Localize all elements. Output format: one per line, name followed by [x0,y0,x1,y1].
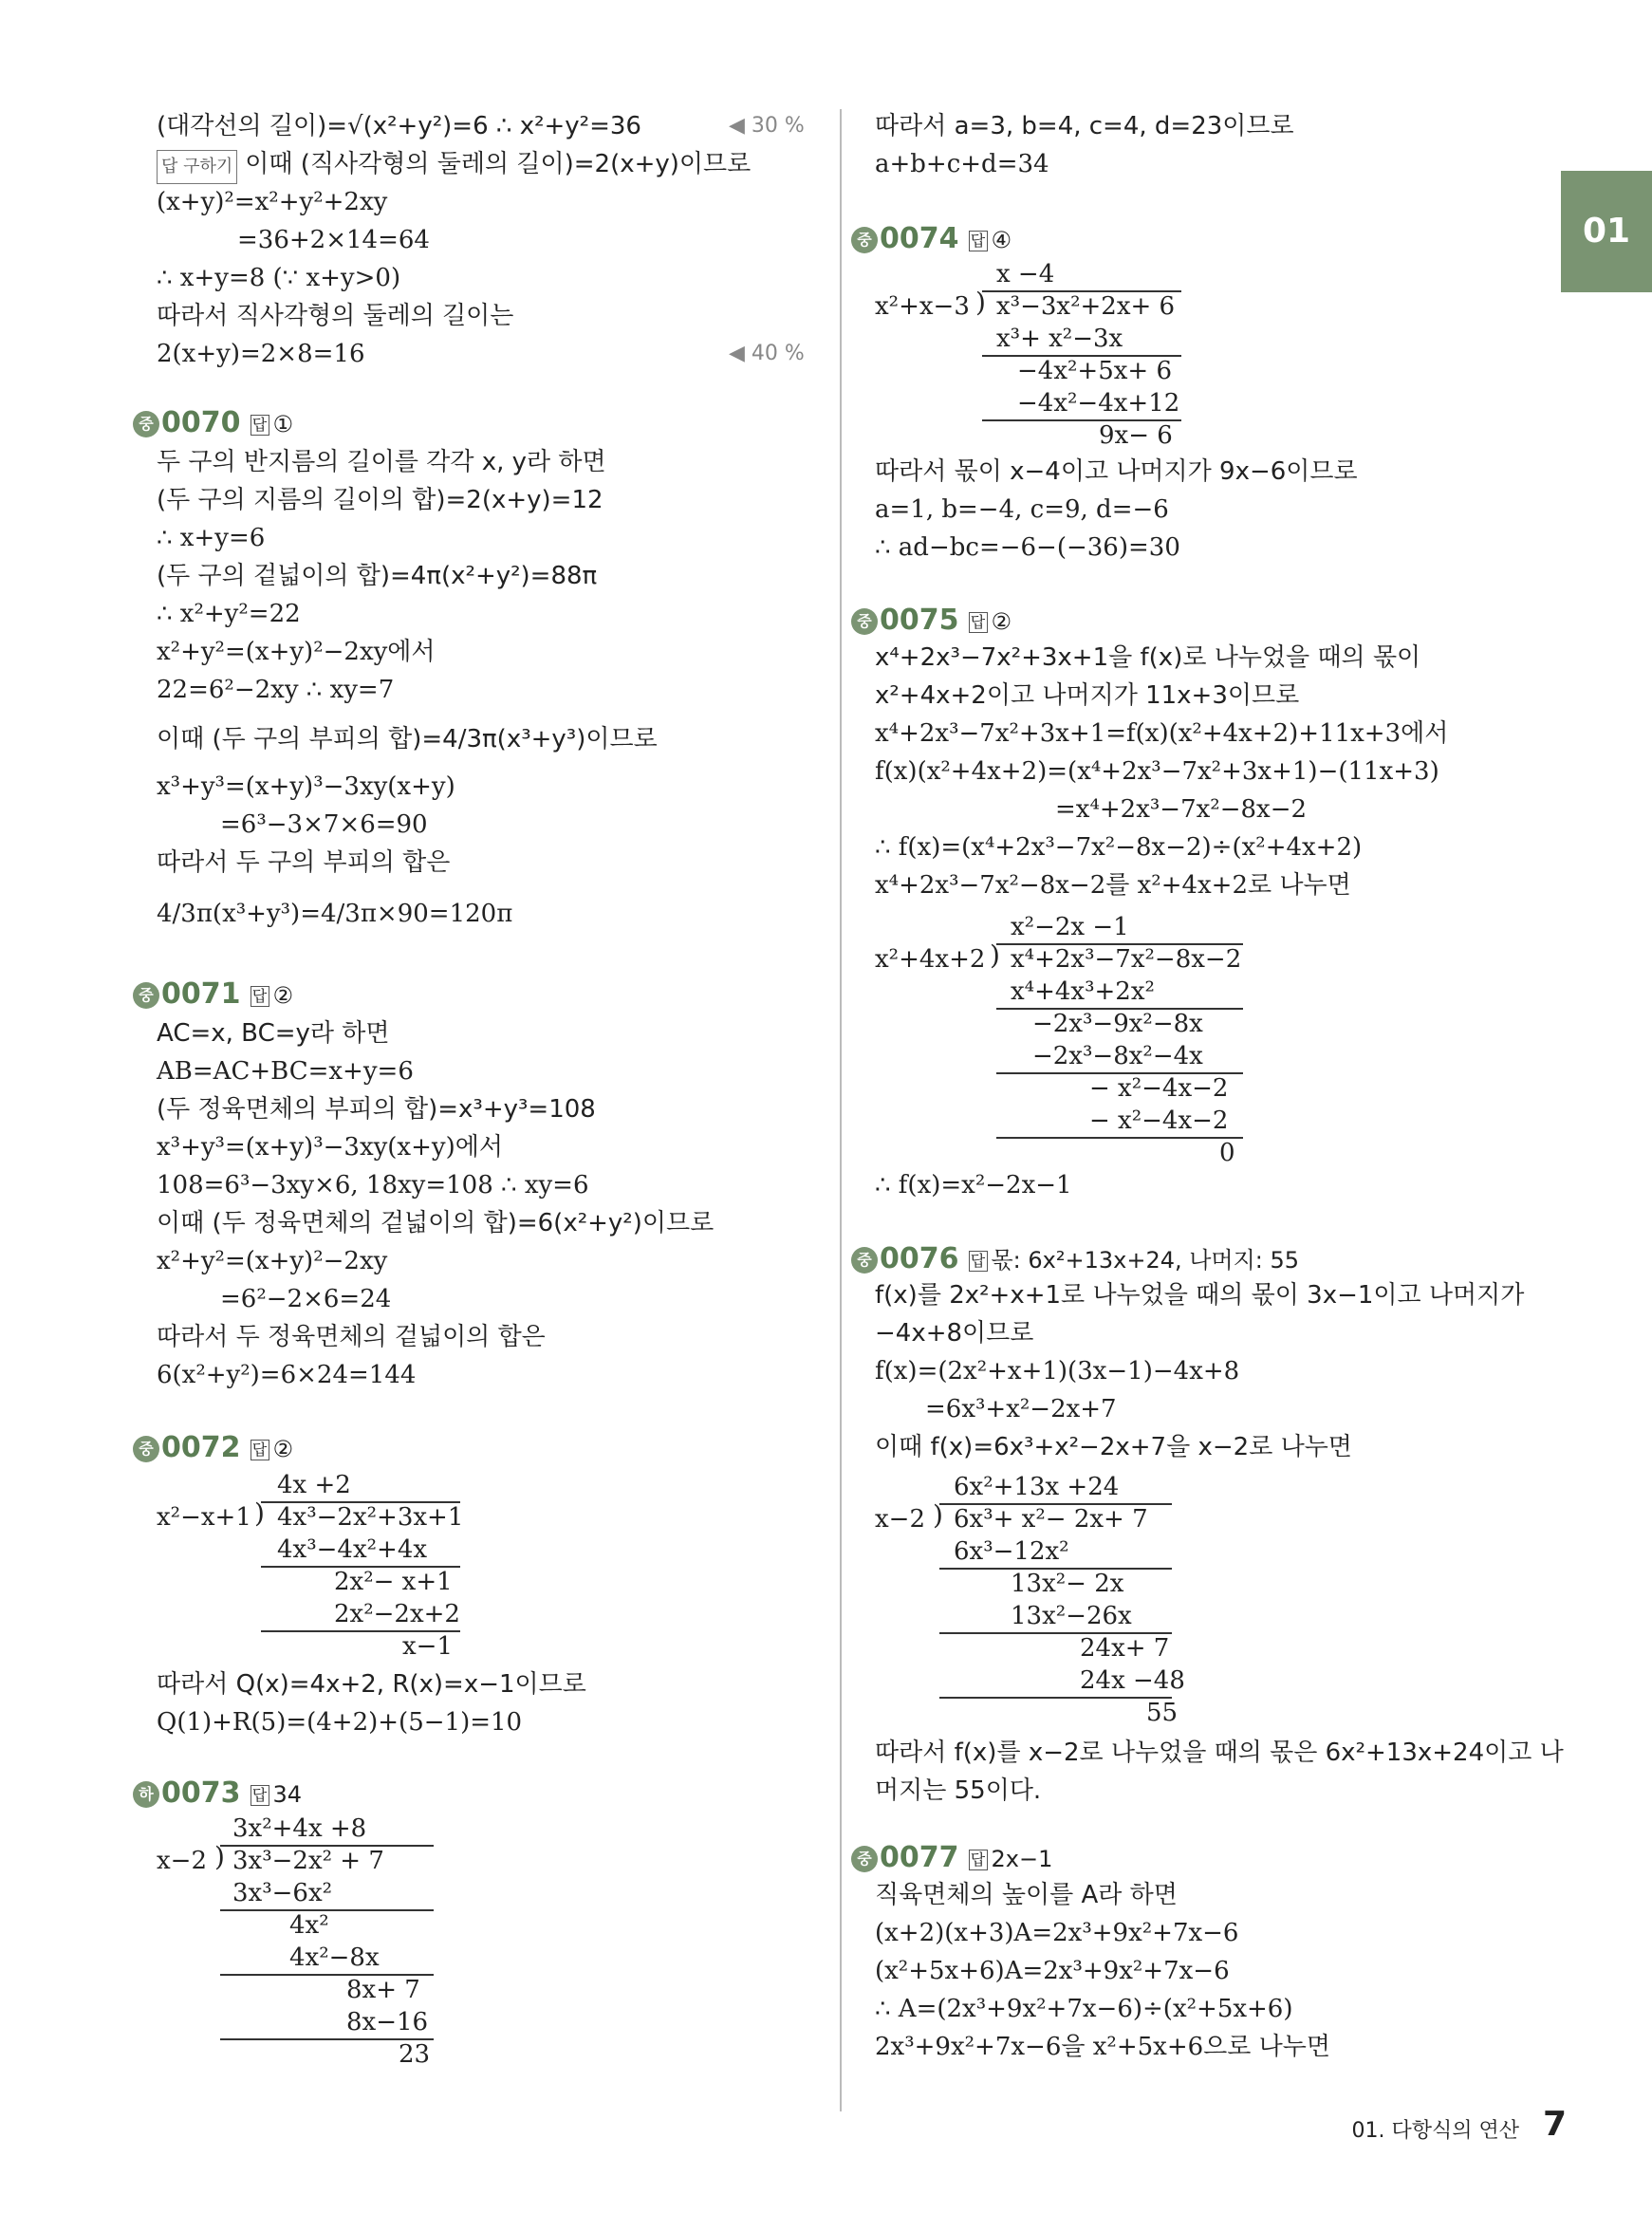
q72-quotient: 4x +2 [277,1471,351,1499]
q75-line-6: x⁴+2x³−7x²−8x−2를 x²+4x+2로 나누면 [875,871,1351,900]
q72-row-1: 4x³−4x²+4x [277,1535,428,1564]
q75-row-0: x⁴+2x³−7x²−8x−2 [1011,945,1242,974]
q77-line-4: 2x³+9x²+7x−6을 x²+5x+6으로 나누면 [875,2033,1330,2061]
q76-rule-3 [939,1697,1172,1699]
q76-line-4: 이때 f(x)=6x³+x²−2x+7을 x−2로 나누면 [875,1433,1352,1461]
left-top-line-6: 2(x+y)=2×8=16 [157,340,365,368]
chapter-footer: 01. 다항식의 연산 [1351,2119,1519,2143]
q70-line-0: 두 구의 반지름의 길이를 각각 x, y라 하면 [157,448,606,476]
q76-line-0: f(x)를 2x²+x+1로 나누었을 때의 몫이 3x−1이고 나머지가 [875,1281,1525,1310]
q77-line-0: 직육면체의 높이를 A라 하면 [875,1881,1178,1909]
q73-row-2: 4x² [289,1911,329,1940]
q75-row-3: −2x³−8x²−4x [1032,1042,1203,1070]
q77-line-1: (x+2)(x+3)A=2x³+9x²+7x−6 [875,1919,1239,1947]
q70-line-5: x²+y²=(x+y)²−2xy에서 [157,638,436,666]
q71-line-5: 이때 (두 정육면체의 겉넓이의 합)=6(x²+y²)이므로 [157,1209,715,1237]
q70-line-3: (두 구의 겉넓이의 합)=4π(x²+y²)=88π [157,562,598,590]
q72-bracket: ) [254,1497,265,1529]
q76-row-3: 13x²−26x [1011,1602,1132,1630]
q71-line-0: AC=x, BC=y라 하면 [157,1019,390,1048]
percent-marker-30: ◀ 30 % [729,114,805,138]
q75-quotient: x²−2x −1 [1011,913,1129,941]
question-0070: 중 0070 답 ① [133,406,293,439]
q76-row-2: 13x²− 2x [1011,1570,1124,1598]
right-top-line-1: a+b+c+d=34 [875,150,1049,178]
question-0073: 하 0073 답 34 [133,1776,302,1810]
q75-row-1: x⁴+4x³+2x² [1011,977,1155,1006]
q75-rule-3 [996,1137,1243,1139]
q72-line-1: Q(1)+R(5)=(4+2)+(5−1)=10 [157,1708,523,1737]
q72-divisor: x²−x+1 [157,1503,251,1532]
q75-line-1: x²+4x+2이고 나머지가 11x+3이므로 [875,681,1300,710]
q73-row-3: 4x²−8x [289,1943,380,1972]
q74-bracket: ) [975,287,986,318]
q73-quotient: 3x²+4x +8 [232,1814,367,1843]
q75-line-0: x⁴+2x³−7x²+3x+1을 f(x)로 나누었을 때의 몫이 [875,643,1421,672]
q72-row-3: 2x²−2x+2 [334,1600,460,1628]
q76-row-6: 55 [1146,1699,1179,1727]
q75-row-2: −2x³−9x²−8x [1032,1010,1203,1038]
column-divider [840,109,842,2111]
q73-bracket: ) [214,1841,225,1872]
q76-after-1: 머지는 55이다. [875,1776,1042,1805]
left-top-line-2: (x+y)²=x²+y²+2xy [157,188,388,216]
q75-divisor: x²+4x+2 [875,945,986,974]
q71-line-4: 108=6³−3xy×6, 18xy=108 ∴ xy=6 [157,1171,589,1199]
q72-row-2: 2x²− x+1 [334,1568,453,1596]
q75-row-6: 0 [1219,1139,1235,1167]
q74-divisor: x²+x−3 [875,292,970,321]
left-top-line-3: =36+2×14=64 [237,226,430,254]
q74-row-0: x³−3x²+2x+ 6 [996,292,1176,321]
q71-line-2: (두 정육면체의 부피의 합)=x³+y³=108 [157,1095,596,1124]
q77-line-2: (x²+5x+6)A=2x³+9x²+7x−6 [875,1957,1230,1985]
q76-divisor: x−2 [875,1505,925,1534]
answer-tag: 답 구하기 [157,150,237,184]
page-number: 7 [1542,2105,1567,2144]
q73-row-4: 8x+ 7 [346,1976,420,2004]
q74-line-1: a=1, b=−4, c=9, d=−6 [875,495,1169,524]
q70-line-7: 이때 (두 구의 부피의 합)=4/3π(x³+y³)이므로 [157,725,658,753]
q70-line-1: (두 구의 지름의 길이의 합)=2(x+y)=12 [157,486,603,514]
q76-quotient: 6x²+13x +24 [954,1473,1120,1501]
q75-result: ∴ f(x)=x²−2x−1 [875,1171,1072,1199]
left-top-line-5: 따라서 직사각형의 둘레의 길이는 [157,302,514,330]
q75-line-2: x⁴+2x³−7x²+3x+1=f(x)(x²+4x+2)+11x+3에서 [875,719,1449,748]
q71-line-6: x²+y²=(x+y)²−2xy [157,1247,388,1275]
q73-row-0: 3x³−2x² + 7 [232,1847,384,1875]
q73-row-1: 3x³−6x² [232,1879,333,1907]
q74-row-2: −4x²+5x+ 6 [1017,357,1172,385]
question-0075: 중 0075 답 ② [851,604,1012,637]
q72-row-0: 4x³−2x²+3x+1 [277,1503,464,1532]
q71-line-3: x³+y³=(x+y)³−3xy(x+y)에서 [157,1133,503,1162]
left-top-line-4: ∴ x+y=8 (∵ x+y>0) [157,264,401,292]
q74-row-1: x³+ x²−3x [996,325,1123,353]
q70-line-6: 22=6²−2xy ∴ xy=7 [157,676,395,704]
q74-row-4: 9x− 6 [1099,421,1173,450]
q75-bracket: ) [990,939,1000,971]
q70-line-11: 4/3π(x³+y³)=4/3π×90=120π [157,900,513,928]
q76-line-3: =6x³+x²−2x+7 [925,1395,1117,1423]
q74-line-2: ∴ ad−bc=−6−(−36)=30 [875,533,1180,562]
q76-row-0: 6x³+ x²− 2x+ 7 [954,1505,1148,1534]
q76-after-0: 따라서 f(x)를 x−2로 나누었을 때의 몫은 6x²+13x+24이고 나 [875,1739,1564,1767]
question-0074: 중 0074 답 ④ [851,222,1012,255]
q70-line-8: x³+y³=(x+y)³−3xy(x+y) [157,772,455,801]
q71-line-8: 따라서 두 정육면체의 겉넓이의 합은 [157,1323,546,1351]
q73-row-5: 8x−16 [346,2008,429,2036]
question-0071: 중 0071 답 ② [133,977,293,1011]
q76-line-1: −4x+8이므로 [875,1319,1034,1348]
q74-quotient: x −4 [996,260,1055,288]
right-top-line-0: 따라서 a=3, b=4, c=4, d=23이므로 [875,112,1294,140]
chapter-tab: 01 [1561,171,1652,292]
q73-divisor: x−2 [157,1847,207,1875]
q72-line-0: 따라서 Q(x)=4x+2, R(x)=x−1이므로 [157,1670,586,1699]
q71-line-7: =6²−2×6=24 [220,1285,392,1313]
left-top-line-0: (대각선의 길이)=√(x²+y²)=6 ∴ x²+y²=36 [157,112,641,140]
q72-row-4: x−1 [402,1632,453,1661]
q76-row-1: 6x³−12x² [954,1537,1069,1566]
q75-line-5: ∴ f(x)=(x⁴+2x³−7x²−8x−2)÷(x²+4x+2) [875,833,1363,862]
q73-row-6: 23 [399,2040,431,2069]
left-top-line-1: 답 구하기 이때 (직사각형의 둘레의 길이)=2(x+y)이므로 [157,148,751,184]
q76-row-4: 24x+ 7 [1080,1634,1170,1663]
q75-line-3: f(x)(x²+4x+2)=(x⁴+2x³−7x²+3x+1)−(11x+3) [875,757,1439,786]
q76-row-5: 24x −48 [1080,1666,1185,1695]
q74-row-3: −4x²−4x+12 [1017,389,1180,418]
q75-line-4: =x⁴+2x³−7x²−8x−2 [1055,795,1308,824]
q75-row-5: − x²−4x−2 [1089,1106,1229,1135]
q70-line-4: ∴ x²+y²=22 [157,600,301,628]
q77-line-3: ∴ A=(2x³+9x²+7x−6)÷(x²+5x+6) [875,1995,1293,2023]
q75-row-4: − x²−4x−2 [1089,1074,1229,1103]
q71-line-9: 6(x²+y²)=6×24=144 [157,1361,417,1389]
q70-line-9: =6³−3×7×6=90 [220,810,428,839]
question-0072: 중 0072 답 ② [133,1431,293,1464]
question-0077: 중 0077 답 2x−1 [851,1841,1052,1874]
q76-line-2: f(x)=(2x²+x+1)(3x−1)−4x+8 [875,1357,1240,1385]
q76-bracket: ) [933,1499,943,1531]
q71-line-1: AB=AC+BC=x+y=6 [157,1057,414,1086]
q70-line-2: ∴ x+y=6 [157,524,266,552]
percent-marker-40: ◀ 40 % [729,342,805,365]
q74-line-0: 따라서 몫이 x−4이고 나머지가 9x−6이므로 [875,457,1358,486]
question-0076: 중 0076 답 몫: 6x²+13x+24, 나머지: 55 [851,1241,1299,1275]
q70-line-10: 따라서 두 구의 부피의 합은 [157,848,451,877]
